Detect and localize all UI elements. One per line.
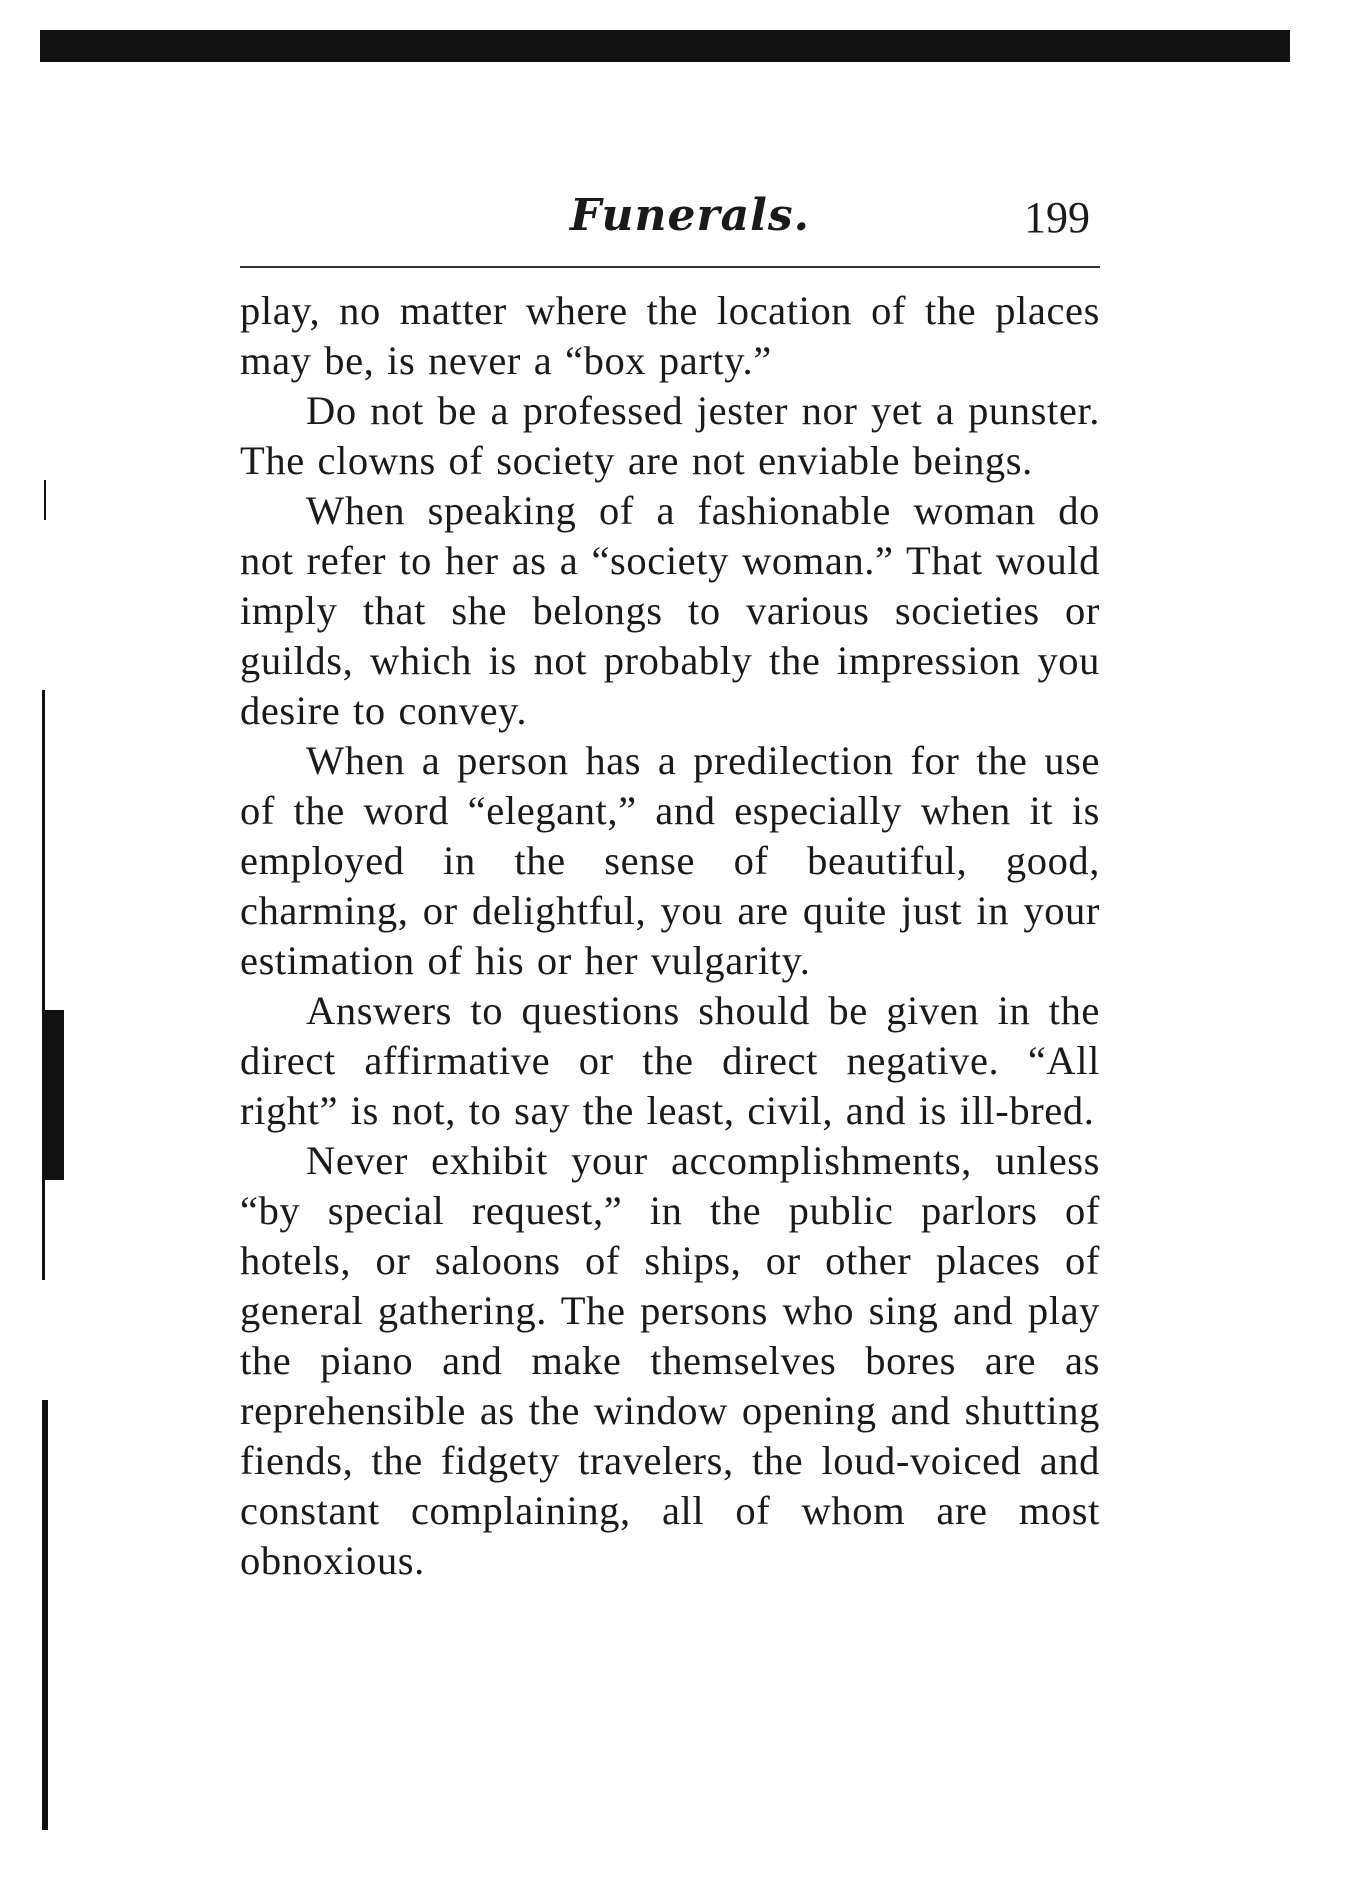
page-number: 199 <box>1024 193 1090 242</box>
paragraph-elegant: When a person has a predilection for the use of the word “elegant,” and especially when it is employed in the sense of beautiful, good, charming, or delightful, you are quite just in your estimation of his or her vulgarity. <box>240 738 1100 983</box>
paragraph-jester: Do not be a professed jester nor yet a punster. The clowns of society are not enviable beings. <box>240 388 1100 483</box>
header-rule <box>240 266 1100 268</box>
left-edge-mark <box>44 1010 64 1180</box>
paragraph-answers: Answers to questions should be given in the direct affirmative or the direct negative. “All right” is not, to say the least, civil, and is ill-bred. <box>240 988 1100 1133</box>
body-text <box>240 286 1100 1586</box>
paragraph-accomplishments: Never exhibit your accomplishments, unless “by special request,” in the public parlors of hotels, or saloons of ships, or other places of general gathering. The persons who sing and play the piano and make themselves bores are as reprehensible as the window opening and shutting fiends, the fidgety travelers, the loud-voiced and constant complaining, all of whom are most obnoxious. <box>240 1138 1100 1583</box>
left-edge-mark <box>42 690 45 1280</box>
left-edge-mark <box>44 480 46 520</box>
top-scan-border <box>40 30 1290 62</box>
paragraph-society-woman: When speaking of a fashionable woman do not refer to her as a “society woman.” That would imply that she belongs to various societies or guilds, which is not probably the impression you desire to convey. <box>240 488 1100 733</box>
chapter-title: Funerals. <box>570 190 810 241</box>
left-edge-mark <box>42 1400 48 1830</box>
paragraph-continued: play, no matter where the location of the places may be, is never a “box party.” <box>240 288 1100 383</box>
running-head <box>240 190 1100 260</box>
